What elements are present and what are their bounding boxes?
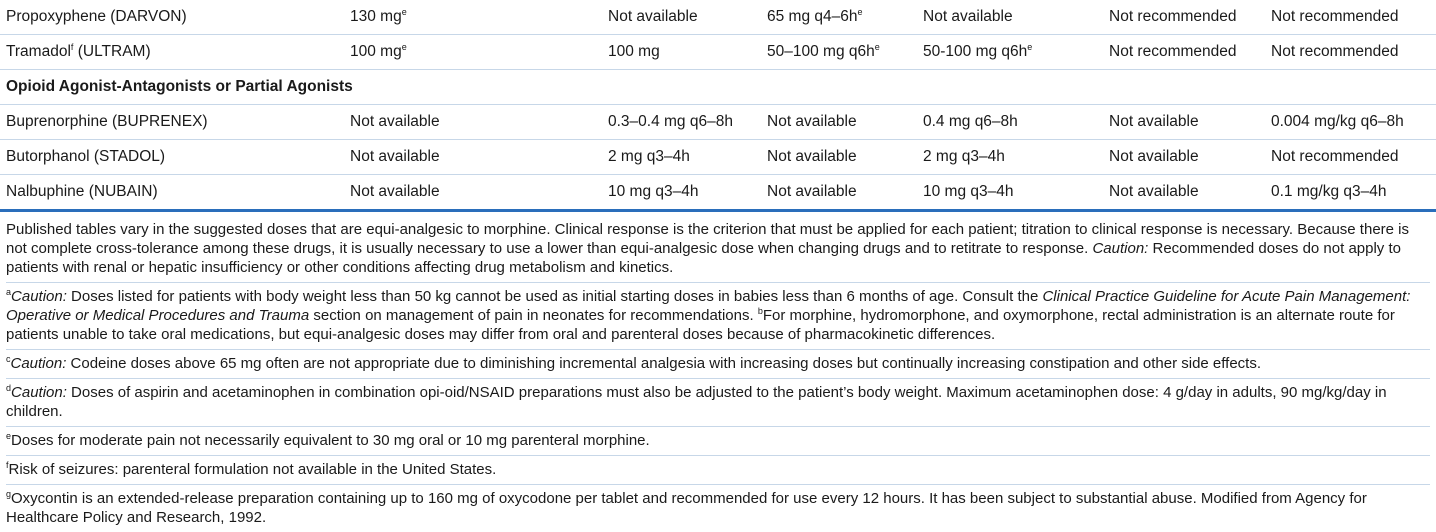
general-note: Published tables vary in the suggested doses that are equi-analgesic to morphine. Clinical response is the criterion that must be applied for each patient; titration to clinical response is necessary. Because there is not complete cross-tolerance among these drugs, it is usually necessary to use a lower than equi-analgesic dose when changing drugs and to retitrate to response. Caution: Recommended doses do not apply to patients with renal or hepatic insufficiency or other conditions affecting drug metabolism and kinetics.	[6, 220, 1430, 283]
dose-cell: Not available	[344, 105, 602, 140]
footnote-g: $^g$Oxycontin is an extended-release preparation containing up to 160 mg of oxycodone per tablet and recommended for use every 12 hours. It has been subject to substantial abuse. Modified from Agency for Healthcare Policy and Research, 1992.	[6, 489, 1367, 526]
dose-cell: 0.1 mg/kg q3–4h	[1265, 175, 1436, 211]
drug-name-cell: Propoxyphene (DARVON)	[0, 0, 344, 35]
section-heading-row	[0, 70, 1436, 105]
drug-name-cell: Nalbuphine (NUBAIN)	[0, 175, 344, 211]
footnote-d: $^d$Caution: Doses of aspirin and acetaminophen in combination opi-oid/NSAID preparations must also be adjusted to the patient’s body weight. Maximum acetaminophen dose: 4 g/day in adults, 90 mg/kg/day in children.	[6, 383, 1430, 427]
footnote-f: $^f$Risk of seizures: parenteral formulation not available in the United States.	[6, 460, 1430, 485]
table-row	[0, 105, 1436, 140]
table-row	[0, 140, 1436, 175]
dose-cell: Not available	[344, 140, 602, 175]
dose-cell: 2 mg q3–4h	[917, 140, 1103, 175]
table-row	[0, 35, 1436, 70]
dose-cell: 0.4 mg q6–8h	[917, 105, 1103, 140]
dose-cell: Not available	[761, 175, 917, 211]
drug-name-cell: Tramadol$^f$ (ULTRAM)	[0, 35, 344, 70]
table-row	[0, 0, 1436, 35]
dose-cell: Not available	[1103, 105, 1265, 140]
dose-cell: Not recommended	[1103, 35, 1265, 70]
footnote-c: $^c$Caution: Codeine doses above 65 mg often are not appropriate due to diminishing incremental analgesia with increasing doses but continually increasing constipation and other side effects.	[6, 354, 1430, 379]
dose-cell: 65 mg $q4-6h^e$	[761, 0, 917, 35]
drug-name-cell: Buprenorphine (BUPRENEX)	[0, 105, 344, 140]
dose-cell: Not recommended	[1265, 0, 1436, 35]
dose-cell: Not recommended	[1265, 140, 1436, 175]
dose-cell: Not available	[344, 175, 602, 211]
dose-cell: 130 $mg^e$	[344, 0, 602, 35]
dose-cell: Not available	[761, 140, 917, 175]
dose-cell: 100 mg	[602, 35, 761, 70]
dose-cell: Not available	[1103, 175, 1265, 211]
dose-cell: Not available	[1103, 140, 1265, 175]
dose-cell: 10 mg q3–4h	[602, 175, 761, 211]
dose-cell: Not available	[761, 105, 917, 140]
footnote-e: $^e$Doses for moderate pain not necessarily equivalent to 30 mg oral or 10 mg parenteral morphine.	[6, 431, 1430, 456]
drug-name-cell: Butorphanol (STADOL)	[0, 140, 344, 175]
dose-cell: Not available	[602, 0, 761, 35]
dose-cell: 50-100 mg $q6h^e$	[917, 35, 1103, 70]
table-row	[0, 175, 1436, 211]
table-footnotes	[0, 212, 1436, 532]
dose-cell: Not available	[917, 0, 1103, 35]
dose-cell: Not recommended	[1265, 35, 1436, 70]
dose-cell: 2 mg q3–4h	[602, 140, 761, 175]
footnote-a: $^a$Caution: Doses listed for patients with body weight less than 50 kg cannot be used as initial starting doses in babies less than 6 months of age. Consult the Clinical Practice Guideline for Acute Pain Management: Operative or Medical Procedures and Trauma section on management of pain in neonates for recommendations. $^b$For morphine, hydromorphone, and oxymorphone, rectal administration is an alternate route for patients unable to take oral medications, but equi-analgesic doses may differ from oral and parenteral doses because of pharmacokinetic differences.	[6, 287, 1430, 350]
dose-cell: 0.004 mg/kg q6–8h	[1265, 105, 1436, 140]
dose-cell: 100 $mg^e$	[344, 35, 602, 70]
dose-cell: Not recommended	[1103, 0, 1265, 35]
dose-cell: 50–100 mg $q6h^e$	[761, 35, 917, 70]
dose-table	[0, 0, 1436, 212]
dose-cell: 10 mg q3–4h	[917, 175, 1103, 211]
dose-cell: 0.3–0.4 mg q6–8h	[602, 105, 761, 140]
section-heading: Opioid Agonist-Antagonists or Partial Agonists	[0, 70, 1436, 105]
